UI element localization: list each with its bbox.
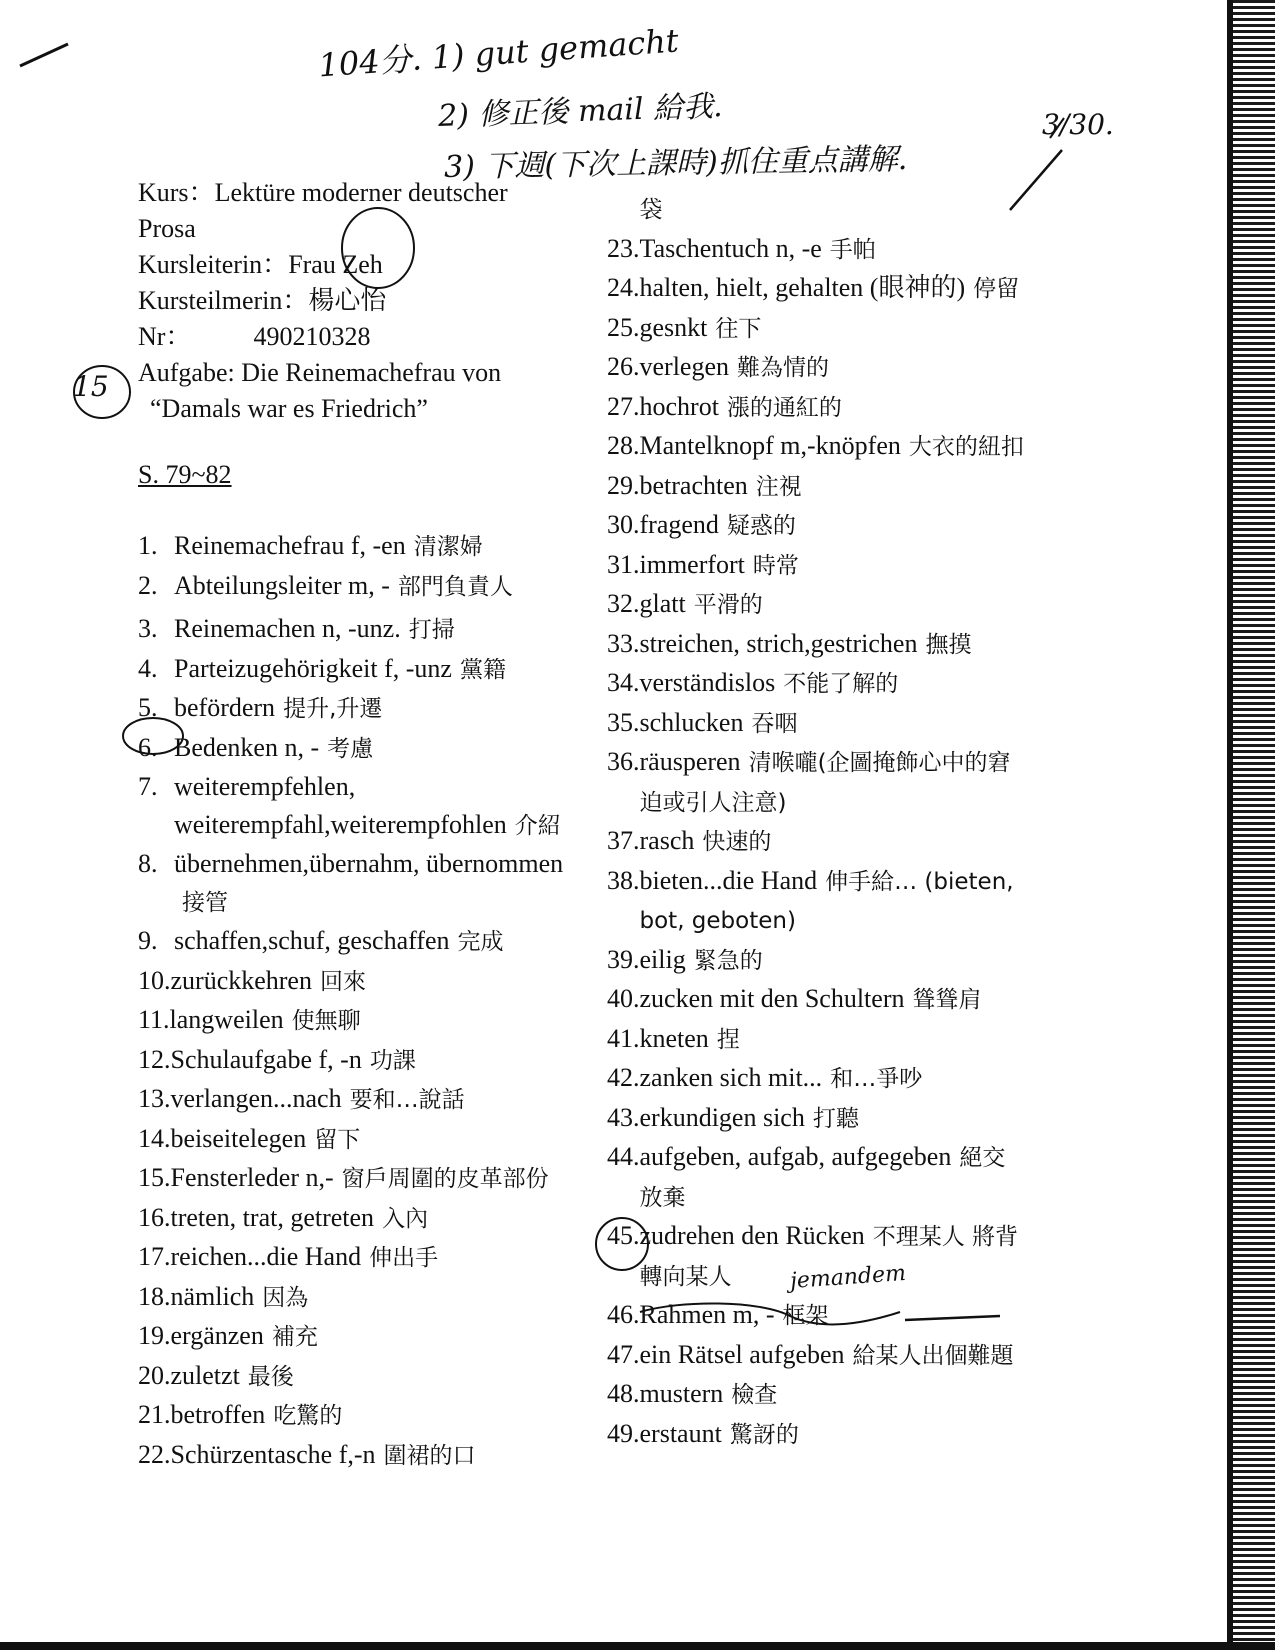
vocab-chinese: 和…爭吵 bbox=[830, 1066, 923, 1092]
vocab-german: fragend bbox=[639, 510, 719, 539]
vocab-german: langweilen bbox=[169, 1005, 284, 1034]
vocab-item bbox=[607, 1138, 1027, 1217]
vocab-number: 9. bbox=[138, 926, 158, 955]
vocab-chinese: 往下 bbox=[715, 315, 762, 342]
vocab-chinese: 注視 bbox=[755, 473, 802, 500]
vocab-number: 24. bbox=[607, 273, 640, 302]
vocab-list-left bbox=[138, 527, 578, 1475]
vocab-chinese: 驚訝的 bbox=[729, 1421, 799, 1448]
vocab-item bbox=[607, 1375, 1027, 1415]
vocab-number: 7. bbox=[138, 772, 158, 801]
vocab-item bbox=[607, 585, 1027, 625]
vocab-item bbox=[138, 922, 578, 962]
vocab-number: 22. bbox=[138, 1439, 171, 1469]
vocab-chinese: 快速的 bbox=[702, 829, 772, 855]
course-row-cont bbox=[138, 211, 508, 247]
vocab-chinese: 緊急的 bbox=[693, 947, 763, 974]
vocab-german: erkundigen sich bbox=[639, 1102, 805, 1132]
task-title: “Damals war es Friedrich” bbox=[150, 394, 428, 423]
vocab-item bbox=[138, 1001, 578, 1041]
vocab-item bbox=[138, 1080, 578, 1120]
vocab-number: 39. bbox=[607, 944, 640, 974]
vocab-number: 41. bbox=[607, 1023, 640, 1053]
vocab-number: 46. bbox=[607, 1300, 640, 1329]
vocab-item bbox=[607, 427, 1027, 467]
vocab-number: 42. bbox=[607, 1063, 640, 1092]
vocab-item bbox=[138, 610, 578, 650]
vocab-chinese: 捏 bbox=[716, 1026, 740, 1053]
vocab-chinese: 介紹 bbox=[514, 812, 561, 839]
vocab-german: zanken sich mit... bbox=[639, 1063, 823, 1092]
vocab-number: 11. bbox=[138, 1005, 170, 1034]
vocab-german: betroffen bbox=[170, 1400, 266, 1429]
vocab-chinese: 吃驚的 bbox=[273, 1403, 343, 1429]
vocab-item bbox=[607, 625, 1027, 665]
vocab-chinese: 伸出手 bbox=[369, 1245, 439, 1271]
vocab-list-right bbox=[607, 190, 1027, 1454]
vocab-chinese: 疑惑的 bbox=[726, 513, 796, 539]
task-label: Aufgabe: Die Reinemachefrau von bbox=[138, 358, 502, 387]
vocab-number: 20. bbox=[138, 1360, 171, 1390]
vocab-number: 19. bbox=[138, 1321, 171, 1350]
vocab-german: ergänzen bbox=[170, 1321, 264, 1350]
vocab-item bbox=[607, 1099, 1027, 1139]
vocab-chinese: 伸手給… (bieten, bot, geboten) bbox=[639, 868, 1014, 934]
vocab-german: Parteizugehörigkeit f, -unz bbox=[174, 653, 452, 683]
handwritten-score: 15 bbox=[73, 370, 109, 403]
instructor-label: Kursleiterin： bbox=[138, 250, 289, 279]
vocab-continuation bbox=[607, 190, 1027, 230]
vocab-item bbox=[138, 1199, 578, 1239]
vocab-number: 36. bbox=[607, 747, 640, 776]
vocab-number: 13. bbox=[138, 1084, 171, 1113]
vocab-chinese: 大衣的紐扣 bbox=[908, 434, 1024, 460]
vocab-number: 48. bbox=[607, 1379, 640, 1408]
nr-value: 490210328 bbox=[253, 322, 371, 351]
scan-edge-right bbox=[1233, 0, 1275, 1650]
vocab-item bbox=[607, 1217, 1027, 1296]
vocab-number: 12. bbox=[138, 1044, 171, 1074]
participant-value: 楊心怡 bbox=[308, 286, 387, 315]
vocab-item bbox=[607, 862, 1027, 941]
vocab-number: 10. bbox=[138, 965, 171, 995]
vocab-german: ein Rätsel aufgeben bbox=[639, 1339, 845, 1369]
task-title-row bbox=[138, 391, 508, 427]
vocab-number: 44. bbox=[607, 1142, 640, 1171]
participant-label: Kursteilmerin： bbox=[138, 286, 309, 315]
vocab-item bbox=[138, 962, 578, 1002]
vocab-item bbox=[607, 1020, 1027, 1060]
vocab-number: 34. bbox=[607, 668, 640, 697]
vocab-chinese: 時常 bbox=[752, 552, 799, 579]
vocab-item bbox=[607, 1059, 1027, 1099]
vocab-number: 2. bbox=[138, 570, 158, 600]
handwritten-note-3: 3) 下週(下次上課時)抓住重点講解. bbox=[443, 141, 908, 186]
vocab-number: 17. bbox=[138, 1242, 171, 1271]
vocab-german: befördern bbox=[174, 693, 276, 722]
vocab-number: 28. bbox=[607, 431, 640, 460]
handwritten-note-1: 104分. 1) gut gemacht bbox=[317, 21, 680, 85]
vocab-number: 26. bbox=[607, 352, 640, 381]
vocab-number: 21. bbox=[138, 1400, 171, 1429]
vocab-german: glatt bbox=[639, 589, 686, 618]
vocab-german: verlegen bbox=[639, 352, 730, 381]
pen-stroke-corner bbox=[20, 44, 68, 66]
vocab-german: kneten bbox=[639, 1023, 709, 1053]
vocab-chinese-continued: 袋 bbox=[639, 197, 663, 223]
vocab-chinese: 給某人出個難題 bbox=[852, 1342, 1014, 1369]
vocab-item bbox=[607, 664, 1027, 704]
vocab-chinese: 停留 bbox=[973, 276, 1020, 302]
vocab-chinese: 框架 bbox=[782, 1303, 829, 1329]
vocab-number: 27. bbox=[607, 391, 640, 421]
vocab-chinese: 打聽 bbox=[812, 1105, 859, 1132]
vocab-item bbox=[607, 388, 1027, 428]
vocab-chinese: 清喉嚨(企圖掩飾心中的窘迫或引人注意) bbox=[639, 750, 1011, 816]
vocab-chinese: 漲的通紅的 bbox=[726, 394, 842, 421]
vocab-chinese: 撫摸 bbox=[925, 631, 972, 658]
vocab-german: reichen...die Hand bbox=[170, 1242, 362, 1271]
vocab-item bbox=[607, 506, 1027, 546]
vocab-german: verlangen...nach bbox=[170, 1084, 342, 1113]
vocab-number: 31. bbox=[607, 549, 640, 579]
vocab-number: 43. bbox=[607, 1102, 640, 1132]
vocab-chinese: 清潔婦 bbox=[413, 534, 483, 560]
vocab-number: 15. bbox=[138, 1163, 171, 1192]
vocab-german: schaffen,schuf, geschaffen bbox=[174, 926, 450, 955]
handwritten-note-2: 2) 修正後 mail 給我. bbox=[437, 89, 724, 134]
vocab-german: halten, hielt, gehalten (眼神的) bbox=[639, 273, 966, 302]
vocab-chinese: 難為情的 bbox=[737, 355, 830, 381]
vocab-german: erstaunt bbox=[639, 1418, 722, 1448]
vocab-chinese: 手帕 bbox=[829, 236, 876, 263]
vocab-item bbox=[607, 1415, 1027, 1455]
vocab-number: 23. bbox=[607, 233, 640, 263]
vocab-item bbox=[138, 527, 578, 567]
vocab-item bbox=[607, 309, 1027, 349]
vocab-german: nämlich bbox=[170, 1281, 255, 1311]
vocab-german: aufgeben, aufgab, aufgegeben bbox=[639, 1142, 952, 1171]
instructor-row bbox=[138, 247, 508, 283]
vocab-german: zucken mit den Schultern bbox=[639, 984, 905, 1013]
vocab-german: räusperen bbox=[639, 747, 741, 776]
vocab-chinese: 吞咽 bbox=[751, 710, 798, 737]
vocab-german: zuletzt bbox=[170, 1360, 240, 1390]
vocab-german: streichen, strich,gestrichen bbox=[639, 628, 918, 658]
vocab-chinese: 完成 bbox=[457, 929, 504, 955]
vocab-item bbox=[138, 1396, 578, 1436]
vocab-item bbox=[607, 269, 1027, 309]
vocab-german: Schulaufgabe f, -n bbox=[170, 1044, 362, 1074]
vocab-chinese: 檢查 bbox=[731, 1382, 778, 1408]
vocab-item bbox=[607, 1336, 1027, 1376]
vocab-item bbox=[138, 689, 578, 729]
vocab-item bbox=[607, 348, 1027, 388]
vocab-number: 47. bbox=[607, 1339, 640, 1369]
vocab-number: 35. bbox=[607, 707, 640, 737]
vocab-number: 16. bbox=[138, 1202, 171, 1232]
vocab-chinese: 部門負責人 bbox=[397, 573, 513, 600]
vocab-item bbox=[138, 1357, 578, 1397]
course-value-cont: Prosa bbox=[138, 214, 196, 243]
vocab-chinese: 提升,升遷 bbox=[283, 696, 383, 722]
vocab-item bbox=[138, 845, 578, 922]
vocab-german: Taschentuch n, -e bbox=[639, 233, 822, 263]
vocab-german: rasch bbox=[639, 826, 695, 855]
vocab-number: 32. bbox=[607, 589, 640, 618]
vocab-german: Bedenken n, - bbox=[174, 732, 320, 762]
vocab-number: 5. bbox=[138, 693, 158, 722]
vocab-chinese: 不理某人 將背轉向某人 bbox=[639, 1224, 1019, 1290]
vocab-german: Schürzentasche f,-n bbox=[170, 1439, 376, 1469]
vocab-chinese: 使無聊 bbox=[291, 1008, 361, 1034]
vocab-german: Reinemachen n, -unz. bbox=[174, 614, 401, 643]
header-block bbox=[138, 175, 508, 493]
vocab-item bbox=[138, 1238, 578, 1278]
course-label: Kurs： bbox=[138, 178, 215, 207]
handwritten-jemandem: jemandem bbox=[789, 1260, 907, 1295]
vocab-german: schlucken bbox=[639, 707, 744, 737]
vocab-number: 1. bbox=[138, 531, 158, 560]
vocab-number: 40. bbox=[607, 984, 640, 1013]
vocab-item bbox=[607, 743, 1027, 822]
vocab-german: zurückkehren bbox=[170, 965, 312, 995]
vocab-chinese: 聳聳肩 bbox=[912, 987, 982, 1013]
vocab-item bbox=[607, 822, 1027, 862]
task-row bbox=[138, 355, 508, 391]
vocab-item bbox=[607, 941, 1027, 981]
vocab-number: 3. bbox=[138, 614, 158, 643]
vocab-number: 8. bbox=[138, 849, 158, 878]
vocab-number: 4. bbox=[138, 653, 158, 683]
vocab-german: weiterempfehlen, weiterempfahl,weiterempfohlen bbox=[174, 772, 507, 839]
vocab-chinese: 黨籍 bbox=[459, 656, 506, 683]
participant-row bbox=[138, 283, 508, 319]
vocab-number: 33. bbox=[607, 628, 640, 658]
vocab-number: 49. bbox=[607, 1418, 640, 1448]
vocab-item bbox=[607, 230, 1027, 270]
vocab-chinese: 不能了解的 bbox=[783, 671, 899, 697]
vocab-item bbox=[138, 567, 578, 607]
vocab-chinese: 要和…說話 bbox=[349, 1087, 465, 1113]
course-value: Lektüre moderner deutscher bbox=[214, 178, 508, 207]
vocab-number: 38. bbox=[607, 865, 640, 895]
vocab-chinese: 最後 bbox=[247, 1363, 294, 1390]
vocab-number: 45. bbox=[607, 1221, 640, 1250]
vocab-chinese: 入內 bbox=[382, 1205, 429, 1232]
vocab-chinese: 平滑的 bbox=[693, 592, 763, 618]
vocab-chinese: 窗戶周圍的皮革部份 bbox=[341, 1166, 549, 1192]
nr-label: Nr： bbox=[138, 322, 192, 351]
vocab-chinese: 考慮 bbox=[327, 735, 374, 762]
vocab-item bbox=[138, 1159, 578, 1199]
vocab-chinese: 圍裙的口 bbox=[383, 1442, 476, 1469]
vocab-german: Fensterleder n,- bbox=[170, 1163, 334, 1192]
instructor-value: Frau Zeh bbox=[288, 250, 383, 279]
vocab-german: eilig bbox=[639, 944, 686, 974]
vocab-item bbox=[138, 768, 578, 845]
vocab-item bbox=[138, 1120, 578, 1160]
vocab-chinese: 絕交放棄 bbox=[639, 1145, 1006, 1211]
vocab-item bbox=[138, 1041, 578, 1081]
vocab-chinese: 功課 bbox=[369, 1047, 416, 1074]
vocab-german: mustern bbox=[639, 1379, 724, 1408]
vocab-german: Abteilungsleiter m, - bbox=[174, 570, 390, 600]
vocab-item bbox=[138, 1278, 578, 1318]
vocab-number: 37. bbox=[607, 826, 640, 855]
handwritten-date: 3/30. bbox=[1042, 108, 1114, 141]
vocab-item bbox=[607, 704, 1027, 744]
page-range: S. 79~82 bbox=[138, 460, 232, 489]
vocab-number: 18. bbox=[138, 1281, 171, 1311]
vocab-number: 25. bbox=[607, 312, 640, 342]
vocab-german: betrachten bbox=[639, 470, 748, 500]
vocab-number: 14. bbox=[138, 1123, 171, 1153]
vocab-number: 29. bbox=[607, 470, 640, 500]
nr-row bbox=[138, 319, 508, 355]
scan-edge-bottom bbox=[0, 1642, 1275, 1650]
vocab-german: Mantelknopf m,-knöpfen bbox=[639, 431, 901, 460]
vocab-german: übernehmen,übernahm, übernommen bbox=[174, 849, 564, 878]
vocab-german: treten, trat, getreten bbox=[170, 1202, 375, 1232]
vocab-item bbox=[607, 546, 1027, 586]
vocab-number: 30. bbox=[607, 510, 640, 539]
vocab-chinese: 因為 bbox=[262, 1284, 309, 1311]
vocab-german: Rahmen m, - bbox=[639, 1300, 775, 1329]
vocab-german: hochrot bbox=[639, 391, 719, 421]
vocab-chinese: 回來 bbox=[319, 968, 366, 995]
vocab-item bbox=[138, 1317, 578, 1357]
vocab-german: zudrehen den Rücken bbox=[639, 1221, 865, 1250]
course-row bbox=[138, 175, 508, 211]
vocab-number: 6. bbox=[138, 732, 158, 762]
vocab-chinese: 留下 bbox=[314, 1126, 361, 1153]
vocab-german: bieten...die Hand bbox=[639, 865, 818, 895]
vocab-item bbox=[607, 980, 1027, 1020]
vocab-item bbox=[138, 729, 578, 769]
vocab-item bbox=[138, 1436, 578, 1476]
vocab-item bbox=[607, 1296, 1027, 1336]
vocab-chinese: 接管 bbox=[182, 889, 228, 916]
vocab-chinese: 打掃 bbox=[408, 617, 455, 643]
vocab-german: gesnkt bbox=[639, 312, 708, 342]
vocab-german: Reinemachefrau f, -en bbox=[174, 531, 406, 560]
vocab-item bbox=[607, 467, 1027, 507]
vocab-chinese: 補充 bbox=[271, 1324, 318, 1350]
vocab-item bbox=[138, 650, 578, 690]
vocab-german: verständislos bbox=[639, 668, 776, 697]
vocab-german: immerfort bbox=[639, 549, 745, 579]
vocab-german: beiseitelegen bbox=[170, 1123, 307, 1153]
